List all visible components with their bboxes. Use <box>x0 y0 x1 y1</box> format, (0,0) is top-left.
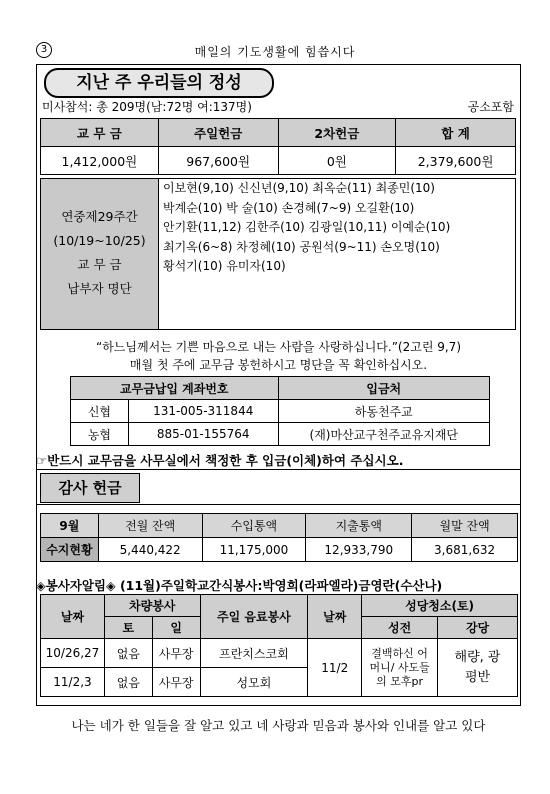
volunteer-sunday: 사무장 <box>152 639 200 668</box>
donor-line: 박계순(10) 박 술(10) 손경혜(7~9) 오길환(10) <box>163 200 415 215</box>
account-header-cell: 교무금납입 계좌번호 <box>71 377 279 400</box>
page-header-title: 매일의 기도생활에 힘씁시다 <box>194 45 356 59</box>
sanctuary-header: 성전 <box>362 617 438 639</box>
account-row <box>71 400 490 423</box>
volunteer-date: 10/26,27 <box>41 639 105 668</box>
donor-list <box>163 179 515 277</box>
finance-value-cell: 5,440,422 <box>98 538 202 562</box>
sunday-header: 일 <box>152 617 200 639</box>
offering-header-cell: 2차헌금 <box>278 119 396 147</box>
volunteer-date-header: 날짜 <box>41 595 105 639</box>
volunteer-row <box>41 639 518 668</box>
drink-service-header-text: 주일 음료봉사 <box>217 609 291 624</box>
footer-verse: 나는 네가 한 일들을 잘 알고 있고 네 사랑과 믿음과 봉사와 인내를 알고 있다 <box>71 718 486 733</box>
account-notice: ☞반드시 교무금을 사무실에서 책정한 후 입금(이체)하여 주십시오. <box>36 453 404 468</box>
vehicle-service-header: 차량봉사 <box>104 595 200 617</box>
attendance-summary: 미사참석: 총 209명(남:72명 여:137명) <box>42 100 252 114</box>
account-header-cell: 입금처 <box>278 377 489 400</box>
offering-header-cell: 교 무 금 <box>41 119 159 147</box>
bank-name: 신협 <box>71 400 129 423</box>
bible-verse: “하느님께서는 기쁜 마음으로 내는 사람을 사랑하십니다.”(2고린 9,7) <box>95 340 462 354</box>
finance-header-cell: 지출통액 <box>306 514 412 538</box>
offering-header-cell: 주일헌금 <box>158 119 278 147</box>
volunteer-drink: 프란치스코회 <box>200 639 308 668</box>
hall-header: 강당 <box>438 617 518 639</box>
account-table <box>70 376 490 446</box>
account-header-row <box>71 377 490 400</box>
finance-value-cell: 3,681,632 <box>412 538 518 562</box>
account-number: 885-01-155764 <box>128 423 278 446</box>
saturday-header: 토 <box>104 617 152 639</box>
volunteer-table <box>40 594 518 697</box>
finance-header-cell: 월말 잔액 <box>412 514 518 538</box>
page-number: 3 <box>36 42 52 58</box>
finance-header-cell: 수입통액 <box>202 514 306 538</box>
donor-label-line: 연중제29주간 <box>61 209 138 224</box>
volunteer-sunday: 사무장 <box>152 668 200 697</box>
offering-value-cell: 2,379,600원 <box>396 147 516 175</box>
cleaning-hall <box>438 639 518 697</box>
finance-value-cell: 12,933,790 <box>306 538 412 562</box>
offering-header-row <box>41 119 516 147</box>
finance-header-row <box>41 514 518 538</box>
offering-reminder: 매월 첫 주에 교무금 봉헌하시고 명단을 꼭 확인하십시오. <box>129 358 428 372</box>
finance-header-cell: 전월 잔액 <box>98 514 202 538</box>
donor-label-line: 교 무 금 <box>77 257 122 272</box>
finance-value-cell: 11,175,000 <box>202 538 306 562</box>
donor-line: 이보현(9,10) 신신년(9,10) 최옥순(11) 최종민(10) <box>163 181 435 195</box>
cleaning-date: 11/2 <box>308 639 362 697</box>
volunteer-saturday: 없음 <box>104 668 152 697</box>
account-number: 131-005-311844 <box>128 400 278 423</box>
volunteer-notice-title: ◈봉사자알림◈ (11월)주일학교간식봉사:박영희(라파엘라)금영란(수산나) <box>36 578 443 593</box>
donor-label-line: 납부자 명단 <box>67 281 132 296</box>
attendance-note: 공소포함 <box>467 100 514 114</box>
offering-value-cell: 1,412,000원 <box>41 147 159 175</box>
offering-header-cell: 합 계 <box>396 119 516 147</box>
account-holder: (재)마산교구천주교유지재단 <box>278 423 489 446</box>
finance-table <box>40 513 518 562</box>
cleaning-date-header: 날짜 <box>308 595 362 639</box>
volunteer-header-row <box>41 595 518 617</box>
cleaning-sanctuary-text: 결백하신 어머니/ 사도들의 모후pr <box>369 646 430 688</box>
donor-line: 황석기(10) 유미자(10) <box>163 259 286 273</box>
volunteer-saturday: 없음 <box>104 639 152 668</box>
volunteer-drink: 성모회 <box>200 668 308 697</box>
offering-value-cell: 967,600원 <box>158 147 278 175</box>
bank-name: 농협 <box>71 423 129 446</box>
cleaning-header: 성당청소(토) <box>362 595 518 617</box>
cleaning-hall-text: 해량, 광평반 <box>454 649 501 685</box>
finance-status-label: 수지현황 <box>41 538 99 562</box>
offering-value-cell: 0원 <box>278 147 396 175</box>
donor-label <box>41 179 159 329</box>
offering-value-row <box>41 147 516 175</box>
finance-month-label: 9월 <box>41 514 99 538</box>
offering-table <box>40 118 516 175</box>
donor-line: 최기옥(6~8) 차정혜(10) 공원석(9~11) 손오명(10) <box>163 239 440 254</box>
account-holder: 하동천주교 <box>278 400 489 423</box>
drink-service-header <box>200 595 308 639</box>
donor-box <box>40 178 516 330</box>
section-title-offerings: 지난 주 우리들의 정성 <box>44 68 274 98</box>
donor-line: 안기환(11,12) 김한주(10) 김광일(10,11) 이예순(10) <box>163 220 451 234</box>
cleaning-sanctuary <box>362 639 438 697</box>
donor-label-line: (10/19~10/25) <box>53 233 146 248</box>
account-row <box>71 423 490 446</box>
finance-value-row <box>41 538 518 562</box>
volunteer-date: 11/2,3 <box>41 668 105 697</box>
thanks-offering-title: 감사 헌금 <box>40 473 140 503</box>
